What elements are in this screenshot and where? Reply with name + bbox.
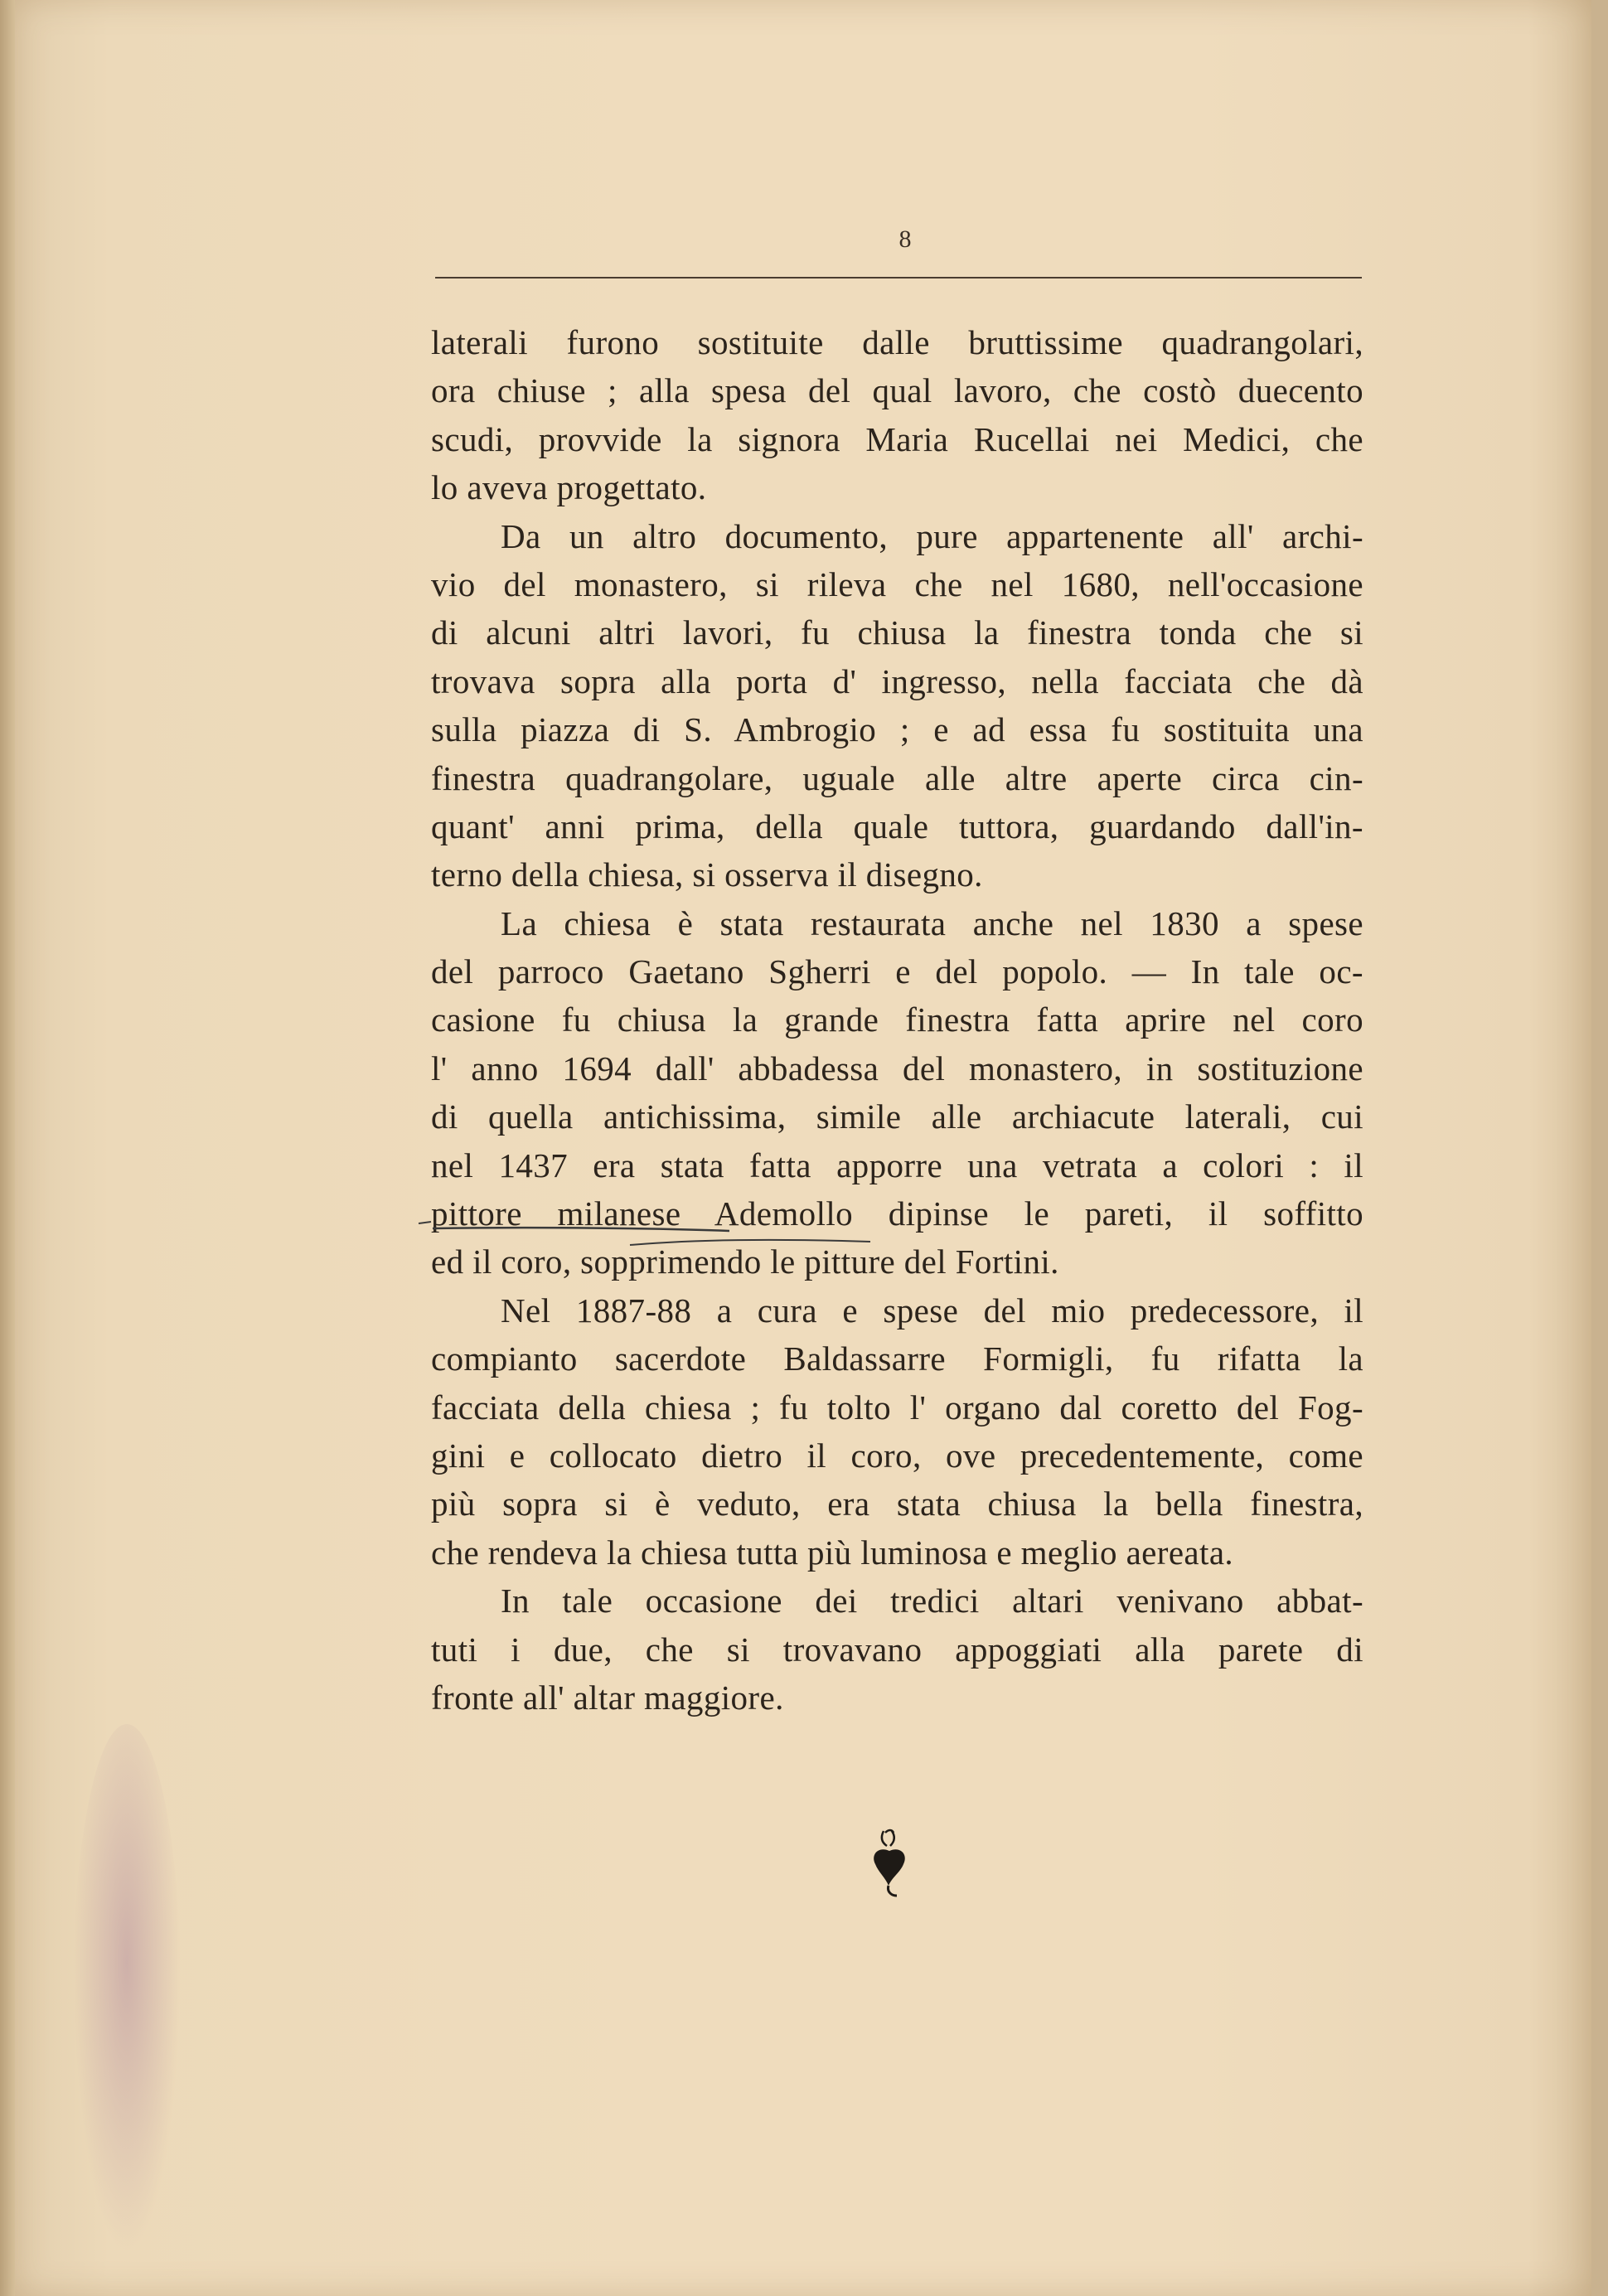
text-line: gini e collocato dietro il coro, ove precedentemente, come <box>431 1436 1363 1475</box>
text-line: terno della chiesa, si osserva il disegno. <box>431 855 983 894</box>
paragraph-4 <box>431 1286 1363 1577</box>
header-rule <box>435 277 1362 279</box>
text-line: ora chiuse ; alla spesa del qual lavoro, che costò duecento <box>431 371 1363 410</box>
text-line: ed il coro, sopprimendo le pitture del Fortini. <box>431 1242 1059 1281</box>
text-line: laterali furono sostituite dalle bruttissime quadrangolari, <box>431 323 1363 361</box>
text-line: fronte all' altar maggiore. <box>431 1678 784 1717</box>
pencil-underline-mark <box>414 1217 912 1267</box>
paragraph-5 <box>431 1577 1363 1722</box>
text-line: trovava sopra alla porta d' ingresso, nella facciata che dà <box>431 661 1363 700</box>
text-line: l' anno 1694 dall' abbadessa del monastero, in sostituzione <box>431 1049 1363 1087</box>
text-line: finestra quadrangolare, uguale alle altre aperte circa cin- <box>431 758 1363 797</box>
paper-stain <box>73 1724 181 2255</box>
text-line: In tale occasione dei tredici altari venivano abbat- <box>501 1582 1363 1620</box>
text-line: Nel 1887-88 a cura e spese del mio predecessore, il <box>501 1291 1363 1330</box>
text-line: quant' anni prima, della quale tuttora, guardando dall'in- <box>431 807 1363 845</box>
text-line: sulla piazza di S. Ambrogio ; e ad essa fu sostituita una <box>431 710 1363 749</box>
text-line: pittore milanese Ademollo dipinse le pareti, il soffitto <box>431 1194 1363 1233</box>
page-number: 8 <box>898 225 912 253</box>
paragraph-2 <box>431 512 1363 899</box>
page-left-edge <box>0 0 15 2296</box>
text-line: tuti i due, che si trovavano appoggiati alla parete di <box>431 1630 1363 1669</box>
text-line: compianto sacerdote Baldassarre Formigli, fu rifatta la <box>431 1339 1363 1378</box>
text-line: casione fu chiusa la grande finestra fatta aprire nel coro <box>431 1000 1363 1039</box>
text-line: scudi, provvide la signora Maria Rucellai nei Medici, che <box>431 419 1363 458</box>
body-text <box>431 318 1363 1722</box>
text-line: vio del monastero, si rileva che nel 1680, nell'occasione <box>431 564 1363 603</box>
text-line: facciata della chiesa ; fu tolto l' organo dal coretto del Fog- <box>431 1388 1363 1427</box>
text-line: che rendeva la chiesa tutta più luminosa e meglio aereata. <box>431 1533 1234 1572</box>
heart-leaf-ornament-icon <box>867 1828 912 1899</box>
text-line: Da un altro documento, pure appartenente all' archi- <box>501 516 1363 555</box>
text-line: lo aveva progettato. <box>431 468 707 507</box>
text-line: del parroco Gaetano Sgherri e del popolo. — In tale oc- <box>431 952 1363 991</box>
text-line: nel 1437 era stata fatta apporre una vetrata a colori : il <box>431 1146 1363 1184</box>
text-line: più sopra si è veduto, era stata chiusa la bella finestra, <box>431 1485 1363 1523</box>
paragraph-1 <box>431 318 1363 512</box>
text-line: La chiesa è stata restaurata anche nel 1830 a spese <box>501 903 1363 942</box>
text-line: di alcuni altri lavori, fu chiusa la finestra tonda che si <box>431 613 1363 652</box>
text-line: di quella antichissima, simile alle archiacute laterali, cui <box>431 1097 1363 1136</box>
